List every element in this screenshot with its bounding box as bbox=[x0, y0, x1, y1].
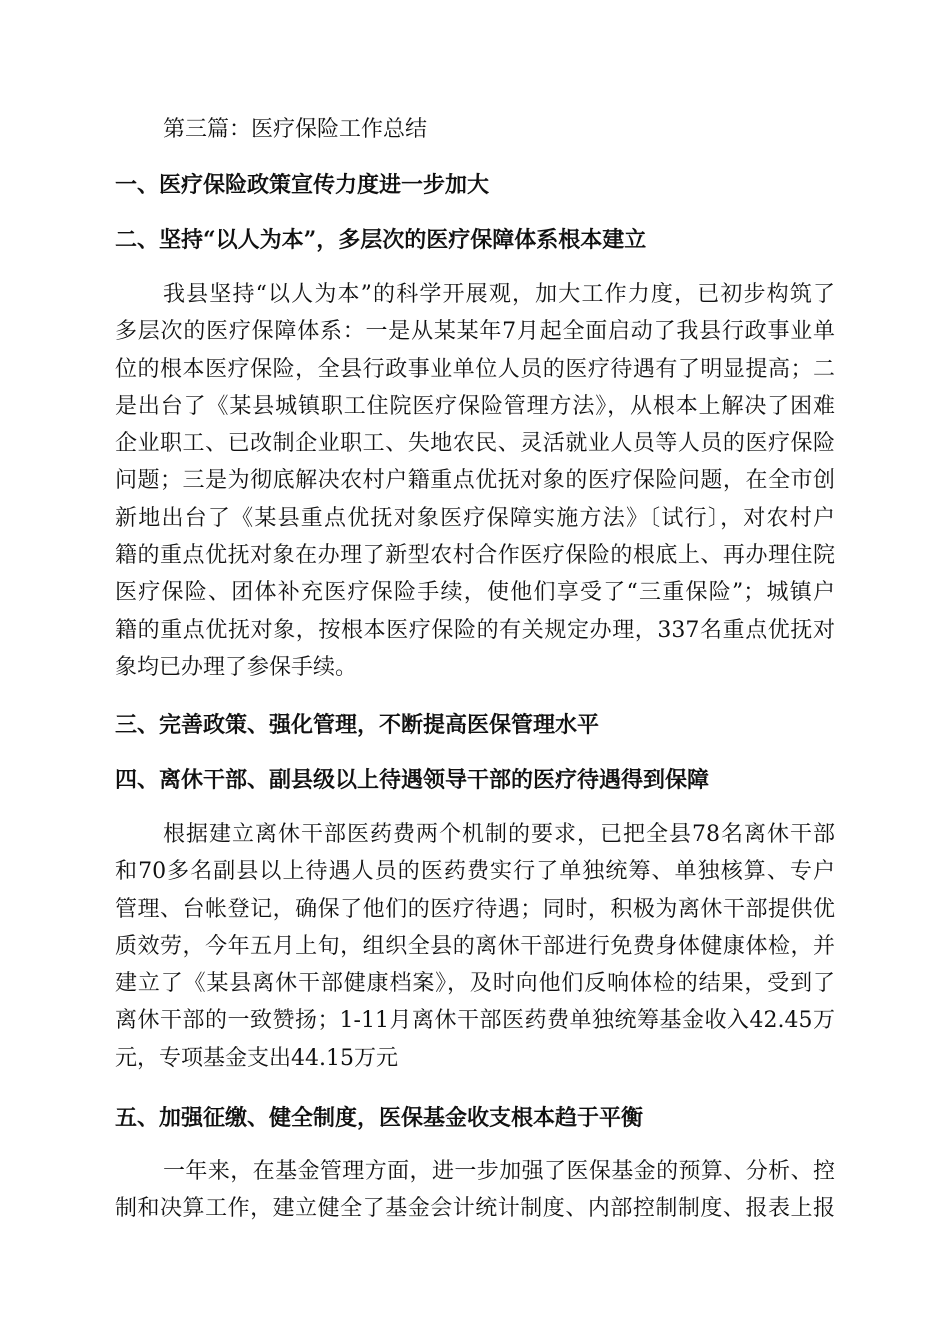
section-heading-5: 五、加强征缴、健全制度，医保基金收支根本趋于平衡 bbox=[115, 1105, 644, 1131]
paragraph-line: 籍的重点优抚对象，按根本医疗保险的有关规定办理，337名重点优抚对 bbox=[115, 617, 835, 643]
paragraph-line: 企业职工、已改制企业职工、失地农民、灵活就业人员等人员的医疗保险 bbox=[115, 431, 835, 457]
document-title: 第三篇：医疗保险工作总结 bbox=[163, 117, 428, 142]
paragraph-line: 根据建立离休干部医药费两个机制的要求，已把全县78名离休干部 bbox=[163, 822, 835, 847]
paragraph-line: 一年来，在基金管理方面，进一步加强了医保基金的预算、分析、控 bbox=[163, 1159, 835, 1184]
paragraph-line: 是出台了《某县城镇职工住院医疗保险管理方法》，从根本上解决了困难 bbox=[115, 393, 835, 419]
paragraph-line: 建立了《某县离休干部健康档案》，及时向他们反响体检的结果，受到了 bbox=[115, 971, 835, 997]
section-heading-2: 二、坚持“以人为本”，多层次的医疗保障体系根本建立 bbox=[115, 227, 647, 253]
paragraph-line: 医疗保险、团体补充医疗保险手续，使他们享受了“三重保险”；城镇户 bbox=[115, 580, 835, 606]
paragraph-3 bbox=[115, 1153, 835, 1228]
paragraph-line: 离休干部的一致赞扬；1-11月离休干部医药费单独统筹基金收入42.45万 bbox=[115, 1008, 835, 1034]
paragraph-line: 位的根本医疗保险，全县行政事业单位人员的医疗待遇有了明显提高；二 bbox=[115, 356, 835, 382]
paragraph-line: 问题；三是为彻底解决农村户籍重点优抚对象的医疗保险问题，在全市创 bbox=[115, 468, 835, 494]
paragraph-line: 新地出台了《某县重点优抚对象医疗保障实施方法》〔试行〕，对农村户 bbox=[115, 505, 835, 531]
section-heading-3: 三、完善政策、强化管理，不断提高医保管理水平 bbox=[115, 712, 600, 738]
paragraph-line: 管理、台帐登记，确保了他们的医疗待遇；同时，积极为离休干部提供优 bbox=[115, 896, 835, 922]
paragraph-1 bbox=[115, 276, 835, 686]
section-heading-1: 一、医疗保险政策宣传力度进一步加大 bbox=[115, 172, 490, 198]
paragraph-line: 制和决算工作，建立健全了基金会计统计制度、内部控制制度、报表上报 bbox=[115, 1196, 835, 1222]
paragraph-line: 和70多名副县以上待遇人员的医药费实行了单独统筹、单独核算、专户 bbox=[115, 859, 835, 885]
paragraph-line: 质效劳，今年五月上旬，组织全县的离休干部进行免费身体健康体检，并 bbox=[115, 933, 835, 959]
section-heading-4: 四、离休干部、副县级以上待遇领导干部的医疗待遇得到保障 bbox=[115, 767, 710, 793]
paragraph-line: 象均已办理了参保手续。 bbox=[115, 654, 358, 680]
paragraph-line: 元，专项基金支出44.15万元 bbox=[115, 1045, 398, 1071]
paragraph-line: 我县坚持“以人为本”的科学开展观，加大工作力度，已初步构筑了 bbox=[163, 282, 835, 307]
paragraph-2 bbox=[115, 816, 835, 1077]
paragraph-line: 多层次的医疗保障体系：一是从某某年7月起全面启动了我县行政事业单 bbox=[115, 319, 835, 345]
paragraph-line: 籍的重点优抚对象在办理了新型农村合作医疗保险的根底上、再办理住院 bbox=[115, 543, 835, 569]
